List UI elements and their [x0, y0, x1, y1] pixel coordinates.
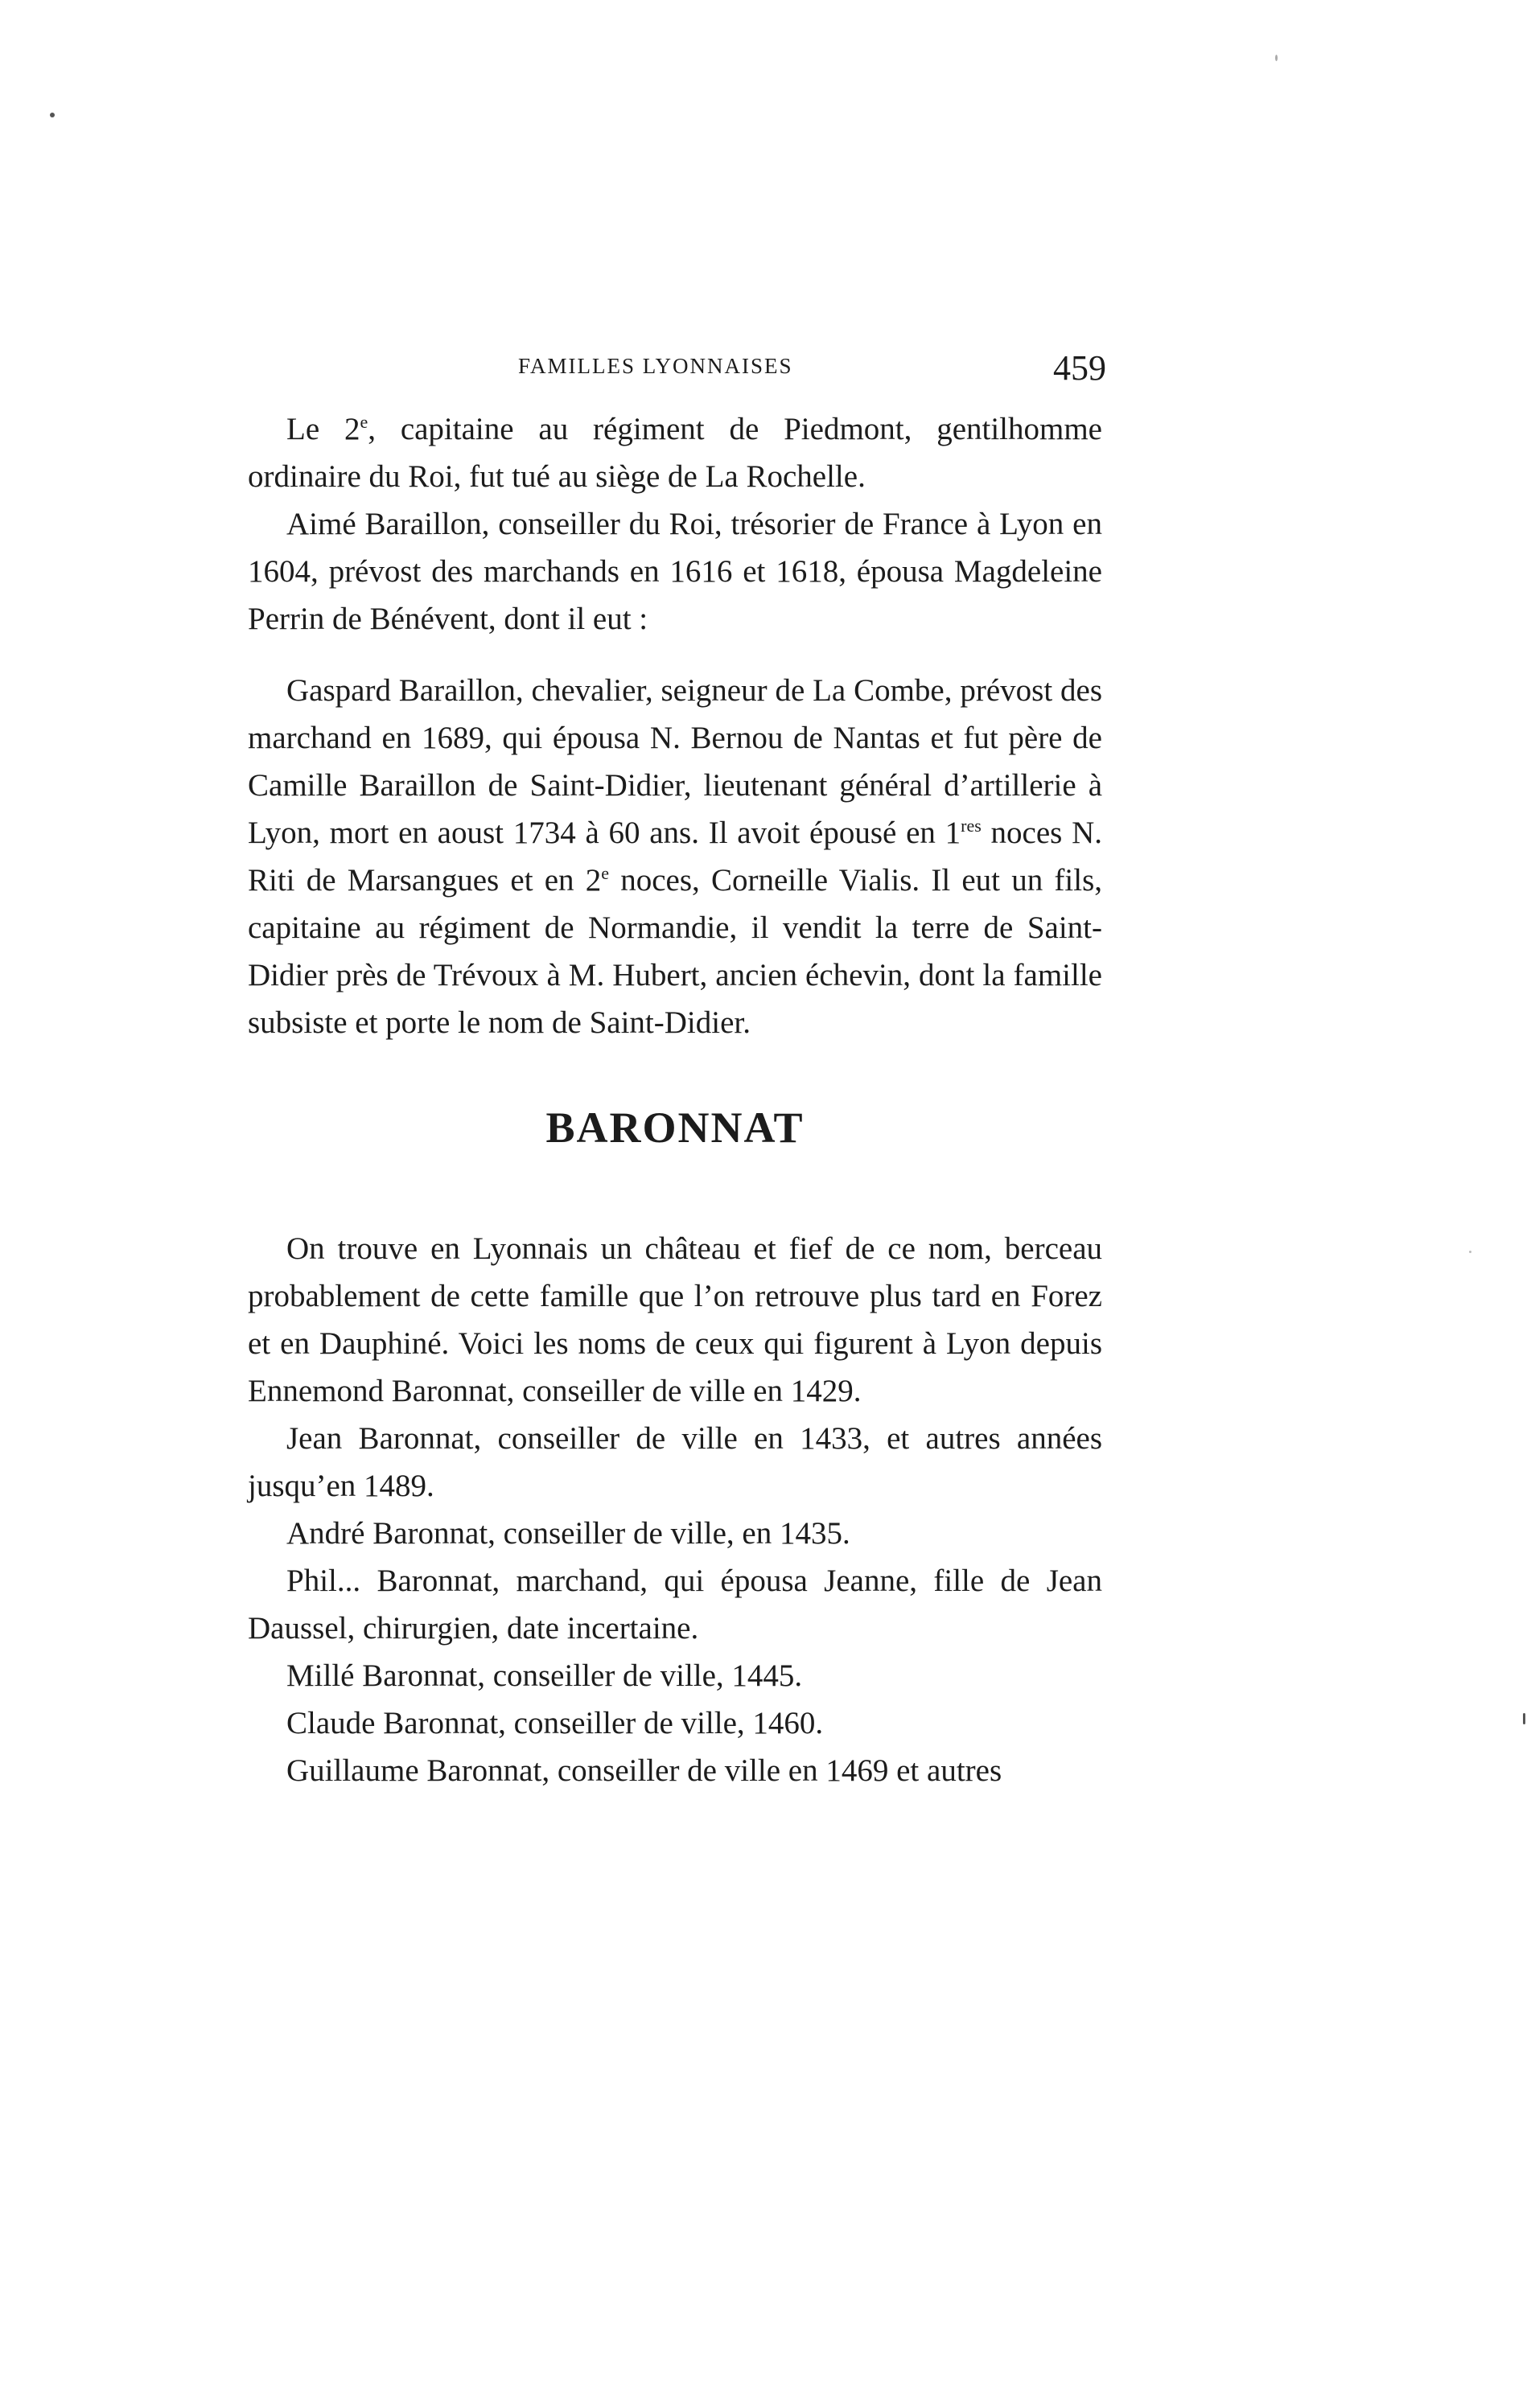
paragraph-gaspard-part-3: noces, Corneille Vialis. Il eut un fils, capitaine au régiment de Normandie, il vendit la terre de Saint-Didier près de Trévoux à M. Hubert, ancien échevin, dont la famille subsiste et porte le nom de Saint-Didier.: [248, 863, 1103, 1040]
paragraph-aime-baraillon: Aimé Baraillon, conseiller du Roi, trésorier de France à Lyon en 1604, prévost des marchands en 1616 et 1618, épousa Magdeleine Perrin de Bénévent, dont il eut :: [248, 507, 1102, 636]
scan-speck: [50, 113, 55, 117]
ordinal-superscript: e: [360, 412, 368, 432]
entry-guillaume-baronnat: Guillaume Baronnat, conseiller de ville en 1469 et autres: [286, 1753, 1002, 1788]
page-number: 459: [1053, 348, 1106, 388]
running-title: FAMILLES LYONNAISES: [518, 354, 793, 378]
paragraph-gaspard-part-1: Gaspard Baraillon, chevalier, seigneur de La Combe, prévost des marchand en 1689, qui épousa N. Bernou de Nantas et fut père de Camille Baraillon de Saint-Didier, lieutenant général d’artillerie à Lyon, mort en aoust 1734 à 60 ans. Il avoit épousé en 1: [248, 673, 1102, 850]
running-head: [249, 348, 1114, 401]
entry-mille-baronnat: Millé Baronnat, conseiller de ville, 1445.: [286, 1658, 803, 1693]
paragraph-second-son: [248, 405, 1102, 500]
scan-speck: [1469, 1251, 1471, 1253]
entry-andre-baronnat: André Baronnat, conseiller de ville, en 1435.: [286, 1516, 850, 1551]
scan-speck: [1275, 55, 1278, 61]
entry-jean-baronnat: Jean Baronnat, conseiller de ville en 1433, et autres années jusqu’en 1489.: [248, 1421, 1102, 1503]
section-heading: BARONNAT: [545, 1103, 805, 1152]
paragraph-gaspard-part-2: noces N. Riti de Marsangues et en 2: [248, 816, 1103, 898]
paragraph-gaspard-baraillon: [248, 667, 1102, 1046]
scan-speck: [1523, 1713, 1525, 1724]
entry-claude-baronnat: Claude Baronnat, conseiller de ville, 1460.: [286, 1706, 824, 1740]
body-text: [248, 405, 1102, 1794]
paragraph-second-son-rest: , capitaine au régiment de Piedmont, gentilhomme ordinaire du Roi, fut tué au siège de La Rochelle.: [248, 412, 1102, 494]
paragraph-second-son-start: Le 2: [286, 412, 360, 446]
ordinal-superscript: res: [961, 816, 982, 836]
section-intro: On trouve en Lyonnais un château et fief de ce nom, berceau probablement de cette famille que l’on retrouve plus tard en Forez et en Dauphiné. Voici les noms de ceux qui figurent à Lyon depuis Ennemond Baronnat, conseiller de ville en 1429.: [248, 1231, 1102, 1408]
entry-phil-baronnat: Phil... Baronnat, marchand, qui épousa Jeanne, fille de Jean Daussel, chirurgien, date incertaine.: [248, 1564, 1102, 1646]
ordinal-superscript: e: [601, 863, 610, 883]
